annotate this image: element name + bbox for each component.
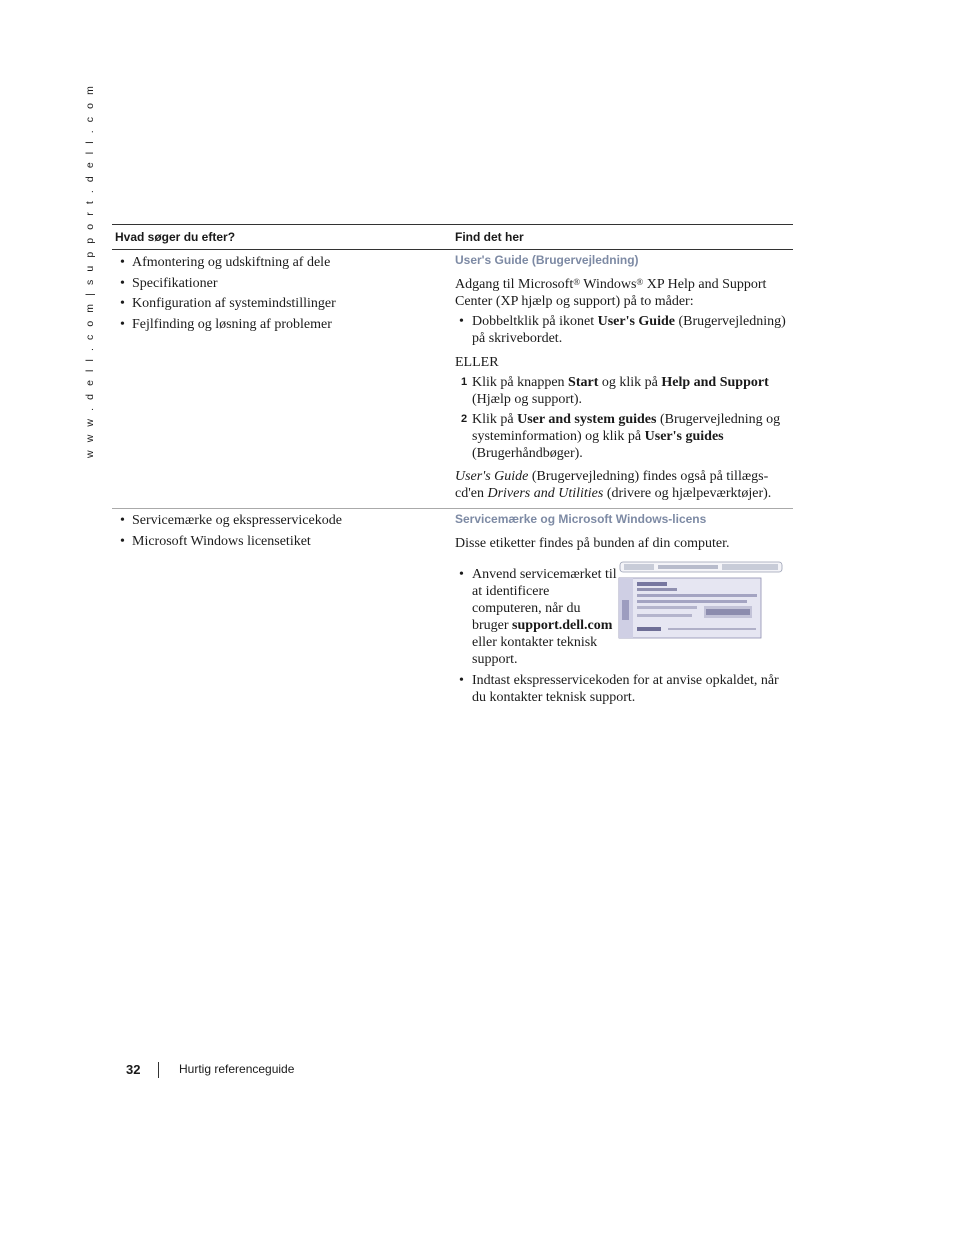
bold-text: User's guides [644,429,724,444]
text: Dobbeltklik på ikonet [472,314,598,329]
col2-header: Find det her [455,230,524,244]
footer-divider [158,1062,159,1078]
table-header [112,224,793,250]
table-row [112,250,793,509]
list-item: • Afmontering og udskiftning af dele [120,254,445,272]
text: (Brugerhåndbøger). [472,446,583,461]
eller-text: ELLER [455,355,499,370]
italic-text: User's Guide [455,469,529,484]
section-title: User's Guide (Brugervejledning) [455,253,639,267]
text: (Brugervejledning) findes også på tillægs-cd'en [455,469,769,501]
intro-paragraph: Disse etiketter findes på bunden af din computer. [455,536,730,551]
bullet-item: • Dobbeltklik på ikonet User's Guide (Brugervejledning) på skrivebordet. [459,314,786,346]
bullet-item: • Anvend servicemærket til at identificere computeren, når du bruger support.dell.com eller kontakter teknisk support. [459,567,617,667]
bold-text: Start [568,375,599,390]
text: (Brugervejledning) på skrivebordet. [472,314,786,346]
list-item: • Specifikationer [120,275,445,293]
step-item [455,374,791,408]
text: og klik på [598,375,662,390]
info-table [112,224,793,739]
text: Klik på [472,412,518,427]
text: (drivere og hjælpeværktøjer). [603,486,772,501]
section-title: Servicemærke og Microsoft Windows-licens [455,512,707,526]
text: Anvend servicemærket til at identificere computeren, når du bruger [472,567,617,633]
row1-items [120,254,445,336]
italic-text: Drivers and Utilities [487,486,604,501]
list-item: • Microsoft Windows licensetiket [120,533,445,551]
col1-header: Hvad søger du efter? [115,230,236,244]
bold-text: Help and Support [661,375,769,390]
bullet-item: • Indtast ekspresservicekoden for at anvise opkaldet, når du kontakter teknisk support. [459,673,779,705]
row1-content [455,253,791,502]
footer-title: Hurtig referenceguide [179,1062,295,1076]
list-item: • Servicemærke og ekspresservicekode [120,512,445,530]
page-number: 32 [126,1062,141,1077]
service-label-image [618,560,786,642]
bold-text: User and system guides [517,412,657,427]
step-item [455,411,791,462]
text: Adgang til Microsoft [455,277,574,292]
step-number: 2 [461,413,468,425]
step-number: 1 [461,376,468,388]
bold-text: User's Guide [597,314,675,329]
list-item: • Konfiguration af systemindstillinger [120,295,445,313]
note-paragraph [455,468,791,502]
text: Indtast ekspresservicekoden for at anvise opkaldet, når du kontakter teknisk support. [472,673,779,705]
row2-items [120,512,445,553]
text: (Hjælp og support). [472,392,583,407]
text: (Brugervejledning og systeminformation) og klik på [472,412,781,444]
bold-text: support.dell.com [512,618,613,633]
text: Windows [580,277,637,292]
text: Klik på knappen [472,375,569,390]
intro-paragraph [455,276,791,310]
list-item: • Fejlfinding og løsning af problemer [120,316,445,334]
registered-mark: ® [573,277,581,287]
text: XP Help and Support Center (XP hjælp og support) på to måder: [455,277,767,309]
text: eller kontakter teknisk support. [472,635,598,667]
registered-mark: ® [636,277,644,287]
side-url: w w w . d e l l . c o m | s u p p o r t . d e l l . c o m [84,83,96,458]
